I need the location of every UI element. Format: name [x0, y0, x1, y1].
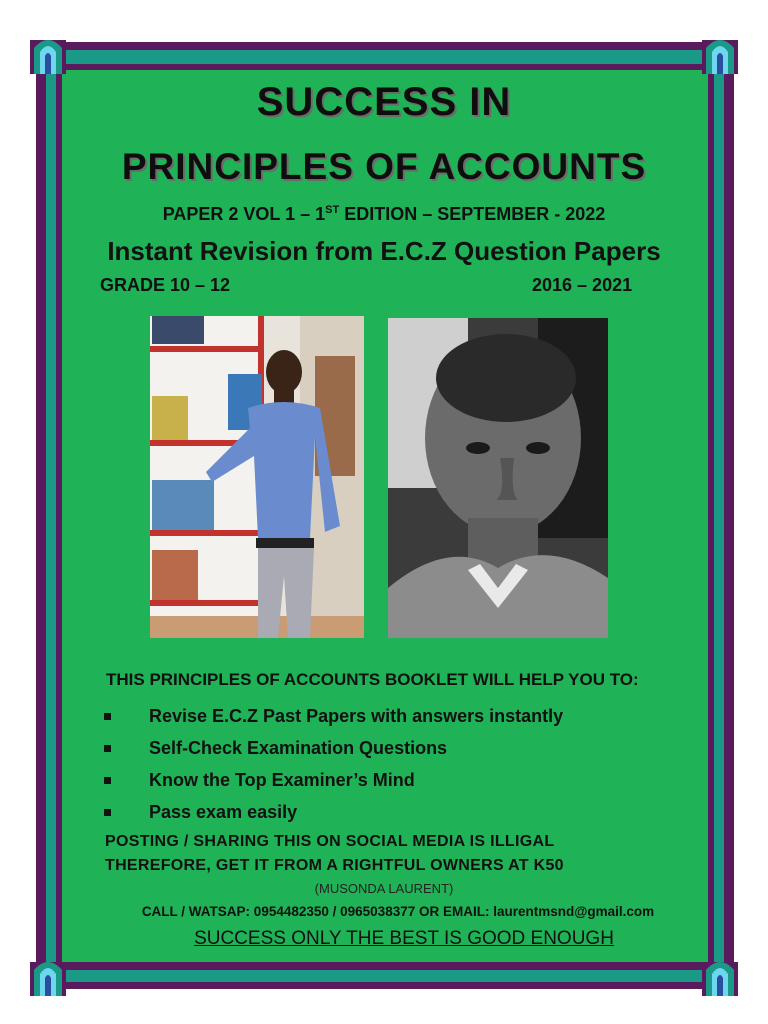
portrait-photo: [388, 318, 608, 638]
bookshelf-photo: [150, 316, 364, 638]
cover-title-line1: SUCCESS IN: [256, 80, 512, 124]
contact-line: CALL / WATSAP: 0954482350 / 0965038377 OR EMAIL: laurentmsnd@gmail.com: [141, 904, 655, 919]
list-item-text: Revise E.C.Z Past Papers with answers instantly: [149, 705, 564, 726]
list-item-text: Pass exam easily: [149, 801, 298, 822]
benefits-list: [104, 700, 563, 828]
edition-line: [0, 204, 768, 225]
frame-top-inner: [44, 50, 704, 64]
arch-ornament-icon: [700, 30, 740, 76]
frame-right: [724, 62, 734, 966]
frame-bottom-edge: [44, 982, 704, 989]
square-bullet-icon: [104, 777, 111, 784]
frame-top: [44, 42, 704, 50]
owner-name: (MUSONDA LAURENT): [314, 881, 454, 896]
grade-range: GRADE 10 – 12: [100, 275, 231, 295]
square-bullet-icon: [104, 745, 111, 752]
list-item: [104, 796, 563, 828]
arch-ornament-icon: [28, 952, 68, 998]
edition-superscript: ST: [325, 204, 340, 216]
warning-line1: POSTING / SHARING THIS ON SOCIAL MEDIA IS ILLIGAL: [105, 833, 555, 850]
benefits-heading: THIS PRINCIPLES OF ACCOUNTS BOOKLET WILL HELP YOU TO:: [106, 670, 639, 689]
arch-ornament-icon: [700, 952, 740, 998]
list-item: [104, 732, 563, 764]
edition-prefix: PAPER 2 VOL 1 – 1: [162, 204, 326, 224]
list-item-text: Self-Check Examination Questions: [149, 737, 448, 758]
arch-ornament-icon: [28, 30, 68, 76]
square-bullet-icon: [104, 713, 111, 720]
frame-left-inner: [46, 62, 56, 966]
motto: SUCCESS ONLY THE BEST IS GOOD ENOUGH: [194, 928, 614, 949]
list-item: [104, 764, 563, 796]
frame-bottom: [44, 962, 704, 970]
frame-bottom-inner: [44, 970, 704, 982]
list-item: [104, 700, 563, 732]
frame-right-inner: [714, 62, 724, 966]
year-range: 2016 – 2021: [532, 275, 633, 295]
frame-right-edge: [708, 62, 714, 966]
cover-title-line2: PRINCIPLES OF ACCOUNTS: [121, 146, 647, 187]
list-item-text: Know the Top Examiner’s Mind: [149, 769, 415, 790]
sharing-warning: [105, 830, 705, 878]
frame-left: [36, 62, 46, 966]
edition-suffix: EDITION – SEPTEMBER - 2022: [339, 204, 606, 224]
square-bullet-icon: [104, 809, 111, 816]
warning-line2: THEREFORE, GET IT FROM A RIGHTFUL OWNERS AT K50: [105, 857, 564, 874]
subtitle: Instant Revision from E.C.Z Question Papers: [107, 236, 661, 266]
